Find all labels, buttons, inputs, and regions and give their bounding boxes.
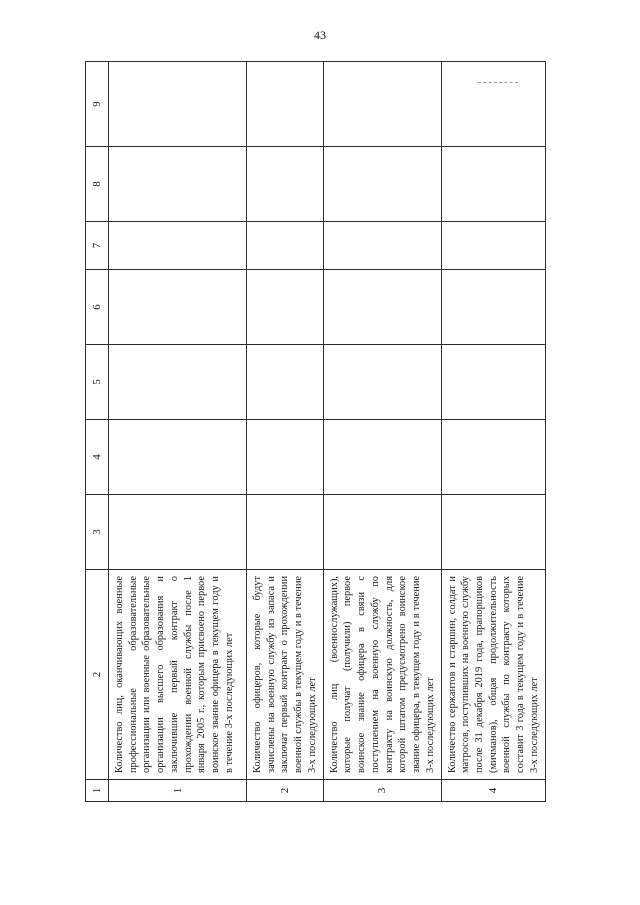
empty-cell <box>441 147 545 222</box>
row-number: 3 <box>323 780 441 802</box>
empty-cell <box>109 222 247 270</box>
header-cell-6: 6 <box>86 270 109 345</box>
empty-cell <box>247 420 324 495</box>
empty-cell <box>323 495 441 570</box>
empty-cell <box>109 420 247 495</box>
empty-cell <box>247 495 324 570</box>
header-cell-3: 3 <box>86 495 109 570</box>
empty-cell <box>323 222 441 270</box>
empty-cell <box>247 147 324 222</box>
header-cell-9: 9 <box>86 62 109 147</box>
table-row <box>109 62 247 802</box>
empty-cell <box>109 345 247 420</box>
header-cell-8: 8 <box>86 147 109 222</box>
empty-cell <box>323 420 441 495</box>
header-cell-2: 2 <box>86 570 109 780</box>
row-indicator-text: Количество офицеров, которые будут зачислены на военную службу из запаса и заключат первый контракт о прохождении военной службы в текущем году и в течение 3-х последующих лет <box>247 570 324 780</box>
header-cell-4: 4 <box>86 420 109 495</box>
row-number: 4 <box>441 780 545 802</box>
table-row <box>247 62 324 802</box>
header-cell-5: 5 <box>86 345 109 420</box>
empty-cell <box>441 345 545 420</box>
header-row <box>86 62 109 802</box>
empty-cell <box>323 62 441 147</box>
empty-cell <box>109 62 247 147</box>
rotated-table-container <box>85 62 540 802</box>
empty-cell <box>441 270 545 345</box>
empty-cell <box>247 270 324 345</box>
empty-cell <box>441 420 545 495</box>
statistics-table <box>85 61 546 802</box>
empty-cell <box>109 147 247 222</box>
header-cell-1: 1 <box>86 780 109 802</box>
empty-cell <box>441 495 545 570</box>
empty-cell <box>109 495 247 570</box>
empty-cell <box>323 270 441 345</box>
empty-cell <box>323 345 441 420</box>
empty-cell <box>247 345 324 420</box>
header-cell-7: 7 <box>86 222 109 270</box>
row-indicator-text: Количество лиц, оканчивающих военные профессиональные образовательные организации или военные образовательные организации высшего образования и заключившие первый контракт о прохождении военной службы после 1 января 2005 г., которым присвоено первое воинское звание офицера в текущем году и в течение 3-х последующих лет <box>109 570 247 780</box>
row-number: 2 <box>247 780 324 802</box>
row-indicator-text: Количество сержантов и старшин, солдат и матросов, поступивших на военную службу после 31 декабря 2019 года, прапорщиков (мичманов), общая продолжительность военной службы по контракту которых составит 3 года в текущем году и в течение 3-х последующих лет <box>441 570 545 780</box>
empty-cell <box>247 222 324 270</box>
row-number: 1 <box>109 780 247 802</box>
empty-cell <box>323 147 441 222</box>
empty-cell <box>441 62 545 147</box>
empty-cell <box>247 62 324 147</box>
row-indicator-text: Количество лиц (военнослужащих), которые получат (получили) первое воинское звание офицера в связи с поступлением на военную службу по контракту на воинскую должность, для которой штатом предусмотрено воинское звание офицера, в текущем году и в течение 3-х последующих лет <box>323 570 441 780</box>
page-number: 43 <box>314 28 326 42</box>
table-row <box>323 62 441 802</box>
empty-cell <box>109 270 247 345</box>
table-row <box>441 62 545 802</box>
empty-cell <box>441 222 545 270</box>
